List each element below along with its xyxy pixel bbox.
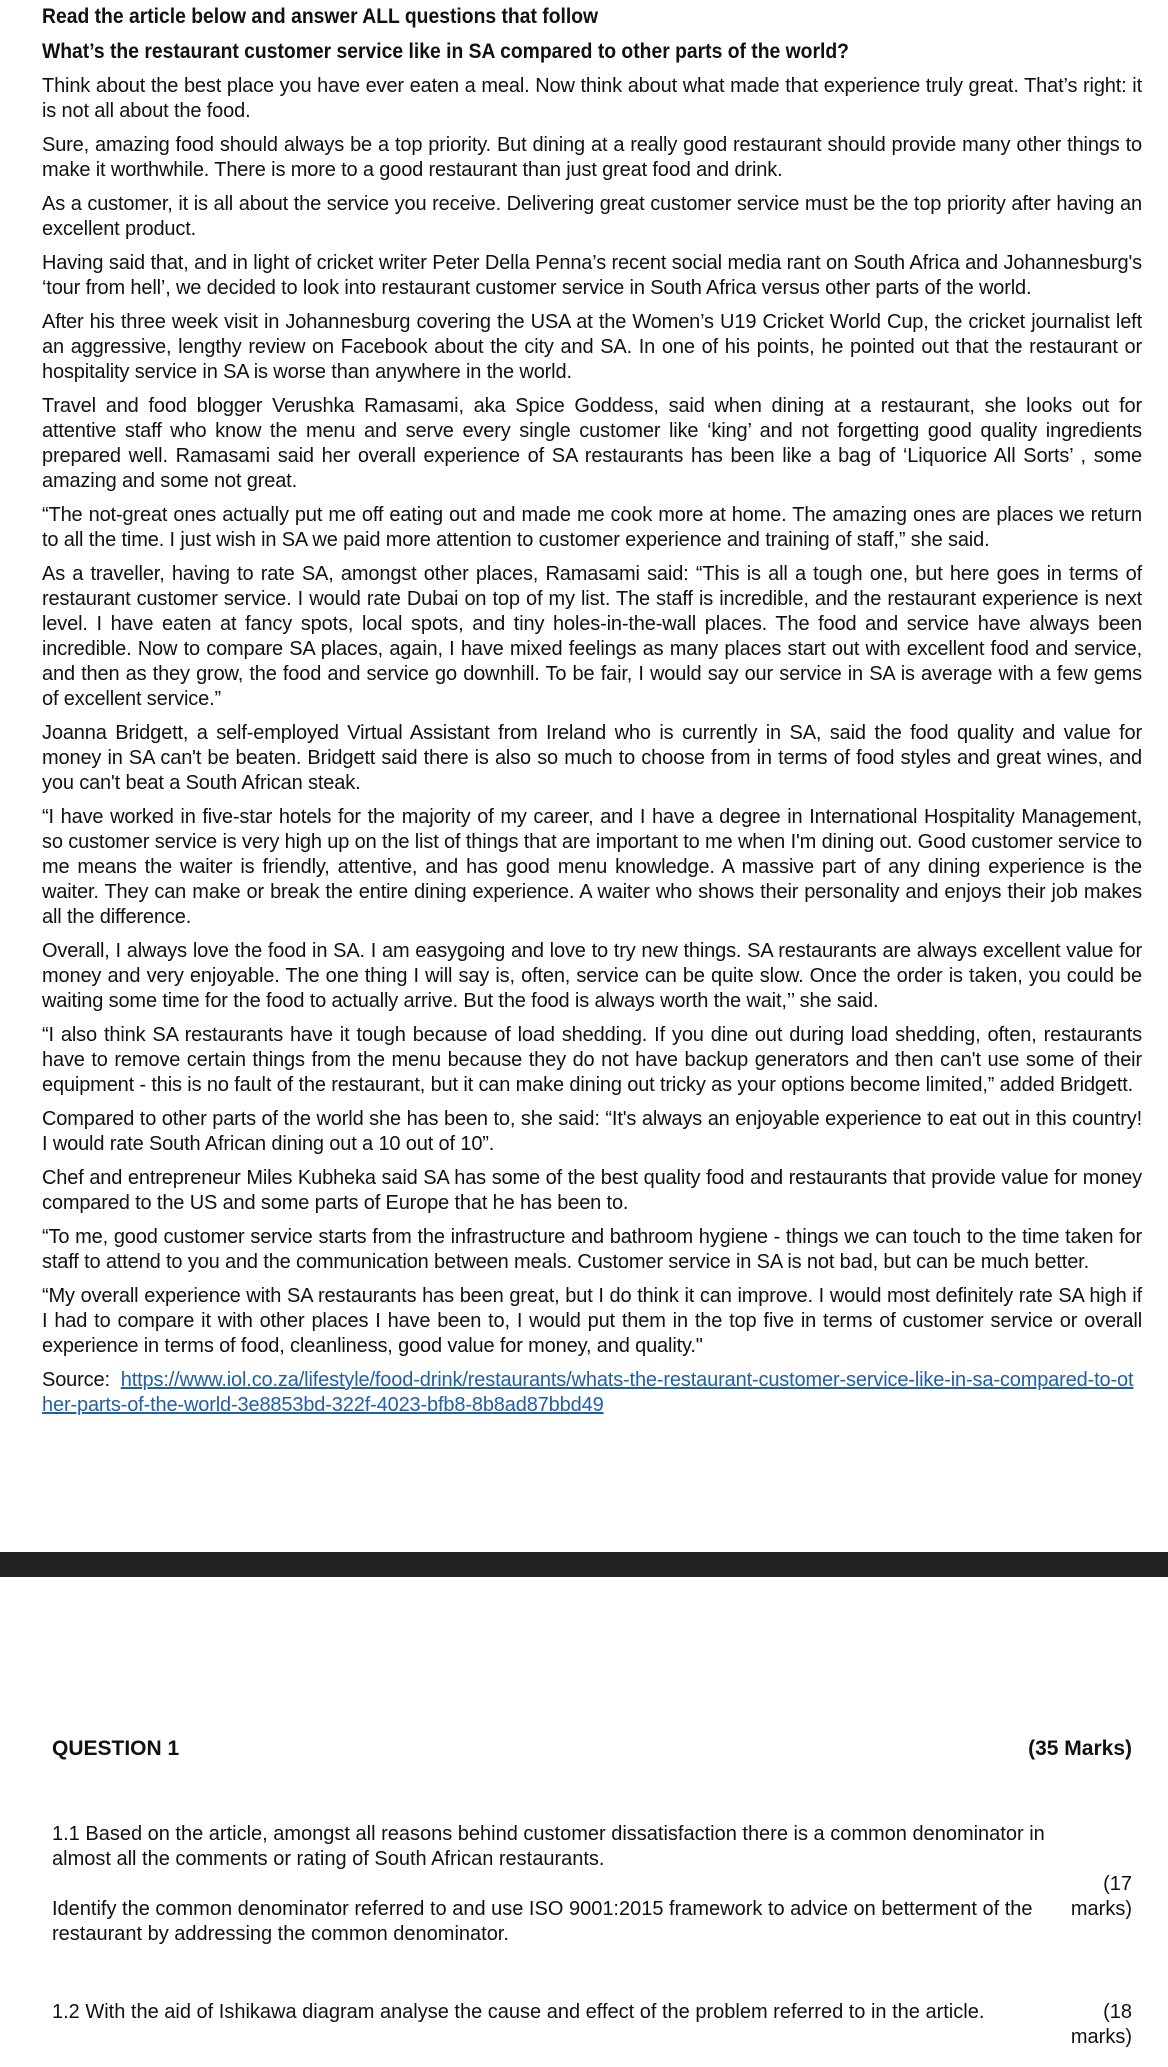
article-paragraph: “I also think SA restaurants have it tough because of load shedding. If you dine out during load shedding, often, restaurants have to remove certain things from the menu because they do not have backup generators and then can't use some of their equipment - this is no fault of the restaurant, but it can make dining out tricky as your options become limited,” added Bridgett. (42, 1024, 1142, 1096)
question-1-1-marks: (17 marks) (1070, 1873, 1132, 1920)
article-paragraph: After his three week visit in Johannesburg covering the USA at the Women’s U19 Cricket World Cup, the cricket journalist left an aggressive, lengthy review on Facebook about the city and SA. In one of his points, he pointed out that the restaurant or hospitality service in SA is worse than anywhere in the world. (42, 311, 1142, 383)
question-total-marks: (35 Marks) (1028, 1737, 1132, 1760)
article-paragraph: As a traveller, having to rate SA, amongst other places, Ramasami said: “This is all a tough one, but here goes in terms of restaurant customer service. I would rate Dubai on top of my list. The staff is incredible, and the restaurant experience is next level. I have eaten at fancy spots, local spots, and tiny holes-in-the-wall places. The food and service have always been incredible. Now to compare SA places, again, I have mixed feelings as many places start out with excellent food and service, and then as they grow, the food and service go downhill. To be fair, I would say our service in SA is average with a few gems of excellent service.” (42, 563, 1142, 710)
source-link[interactable]: https://www.iol.co.za/lifestyle/food-drink/restaurants/whats-the-restaurant-customer-service-like-in-sa-compared-to-other-parts-of-the-world-3e8853bd-322f-4023-bfb8-8b8ad87bbd49 (42, 1369, 1134, 1416)
article-paragraph: Think about the best place you have ever eaten a meal. Now think about what made that experience truly great. That’s right: it is not all about the food. (42, 75, 1142, 122)
question-1-2-marks: (18 marks) (1070, 2001, 1132, 2048)
question-title: QUESTION 1 (52, 1737, 180, 1760)
article-paragraph: Joanna Bridgett, a self-employed Virtual Assistant from Ireland who is currently in SA, said the food quality and value for money in SA can't be beaten. Bridgett said there is also so much to choose from in terms of food styles and great wines, and you can't beat a South African steak. (42, 722, 1142, 794)
question-1-2 (52, 2000, 1132, 2048)
article-paragraph: Sure, amazing food should always be a top priority. But dining at a really good restaurant should provide many other things to make it worthwhile. There is more to a good restaurant than just great food and drink. (42, 134, 1142, 181)
article-paragraph: “My overall experience with SA restaurants has been great, but I do think it can improve. I would most definitely rate SA high if I had to compare it with other places I have been to, I would put them in the top five in terms of customer service or overall experience in terms of food, cleanliness, good value for money, and quality." (42, 1285, 1142, 1357)
section-divider (0, 1552, 1168, 1577)
source-citation (42, 1368, 1142, 1418)
article-paragraph: As a customer, it is all about the service you receive. Delivering great customer service must be the top priority after having an excellent product. (42, 193, 1142, 240)
question-1-1-intro-text: 1.1 Based on the article, amongst all reasons behind customer dissatisfaction there is a common denominator in almost all the comments or rating of South African restaurants. (52, 1823, 1045, 1870)
instruction-heading: Read the article below and answer ALL questions that follow (42, 5, 599, 28)
question-1-2-text: 1.2 With the aid of Ishikawa diagram analyse the cause and effect of the problem referred to in the article. (52, 2001, 985, 2023)
article-paragraph: Travel and food blogger Verushka Ramasami, aka Spice Goddess, said when dining at a restaurant, she looks out for attentive staff who know the menu and serve every single customer like ‘king’ and not forgetting good quality ingredients prepared well. Ramasami said her overall experience of SA restaurants has been like a bag of ‘Liquorice All Sorts’ , some amazing and some not great. (42, 395, 1142, 492)
article-paragraph: “To me, good customer service starts from the infrastructure and bathroom hygiene - things we can touch to the time taken for staff to attend to you and the communication between meals. Customer service in SA is not bad, but can be much better. (42, 1226, 1142, 1273)
source-label: Source: (42, 1369, 110, 1391)
article-paragraph: Compared to other parts of the world she has been to, she said: “It's always an enjoyable experience to eat out in this country! I would rate South African dining out a 10 out of 10”. (42, 1108, 1142, 1155)
article-paragraph: Chef and entrepreneur Miles Kubheka said SA has some of the best quality food and restaurants that provide value for money compared to the US and some parts of Europe that he has been to. (42, 1167, 1142, 1214)
article (42, 4, 1142, 1418)
article-paragraph: Overall, I always love the food in SA. I am easygoing and love to try new things. SA restaurants are always excellent value for money and very enjoyable. The one thing I will say is, often, service can be quite slow. Once the order is taken, you could be waiting some time for the food to actually arrive. But the food is always worth the wait,’’ she said. (42, 940, 1142, 1012)
question-1-1-intro (52, 1822, 1132, 1872)
article-title: What’s the restaurant customer service like in SA compared to other parts of the world? (42, 40, 849, 63)
question-1-1-task (52, 1897, 1132, 1947)
article-paragraph: “I have worked in five-star hotels for the majority of my career, and I have a degree in International Hospitality Management, so customer service is very high up on the list of things that are important to me when I'm dining out. Good customer service to me means the waiter is friendly, attentive, and has good menu knowledge. A massive part of any dining experience is the waiter. They can make or break the entire dining experience. A waiter who shows their personality and enjoys their job makes all the difference. (42, 806, 1142, 928)
question-header (52, 1736, 1132, 1762)
article-paragraph: Having said that, and in light of cricket writer Peter Della Penna’s recent social media rant on South Africa and Johannesburg's ‘tour from hell’, we decided to look into restaurant customer service in South Africa versus other parts of the world. (42, 252, 1142, 299)
question-1-1-task-text: Identify the common denominator referred to and use ISO 9001:2015 framework to advice on betterment of the restaurant by addressing the common denominator. (52, 1898, 1033, 1945)
article-paragraph: “The not-great ones actually put me off eating out and made me cook more at home. The amazing ones are places we return to all the time. I just wish in SA we paid more attention to customer experience and training of staff,” she said. (42, 504, 1142, 551)
